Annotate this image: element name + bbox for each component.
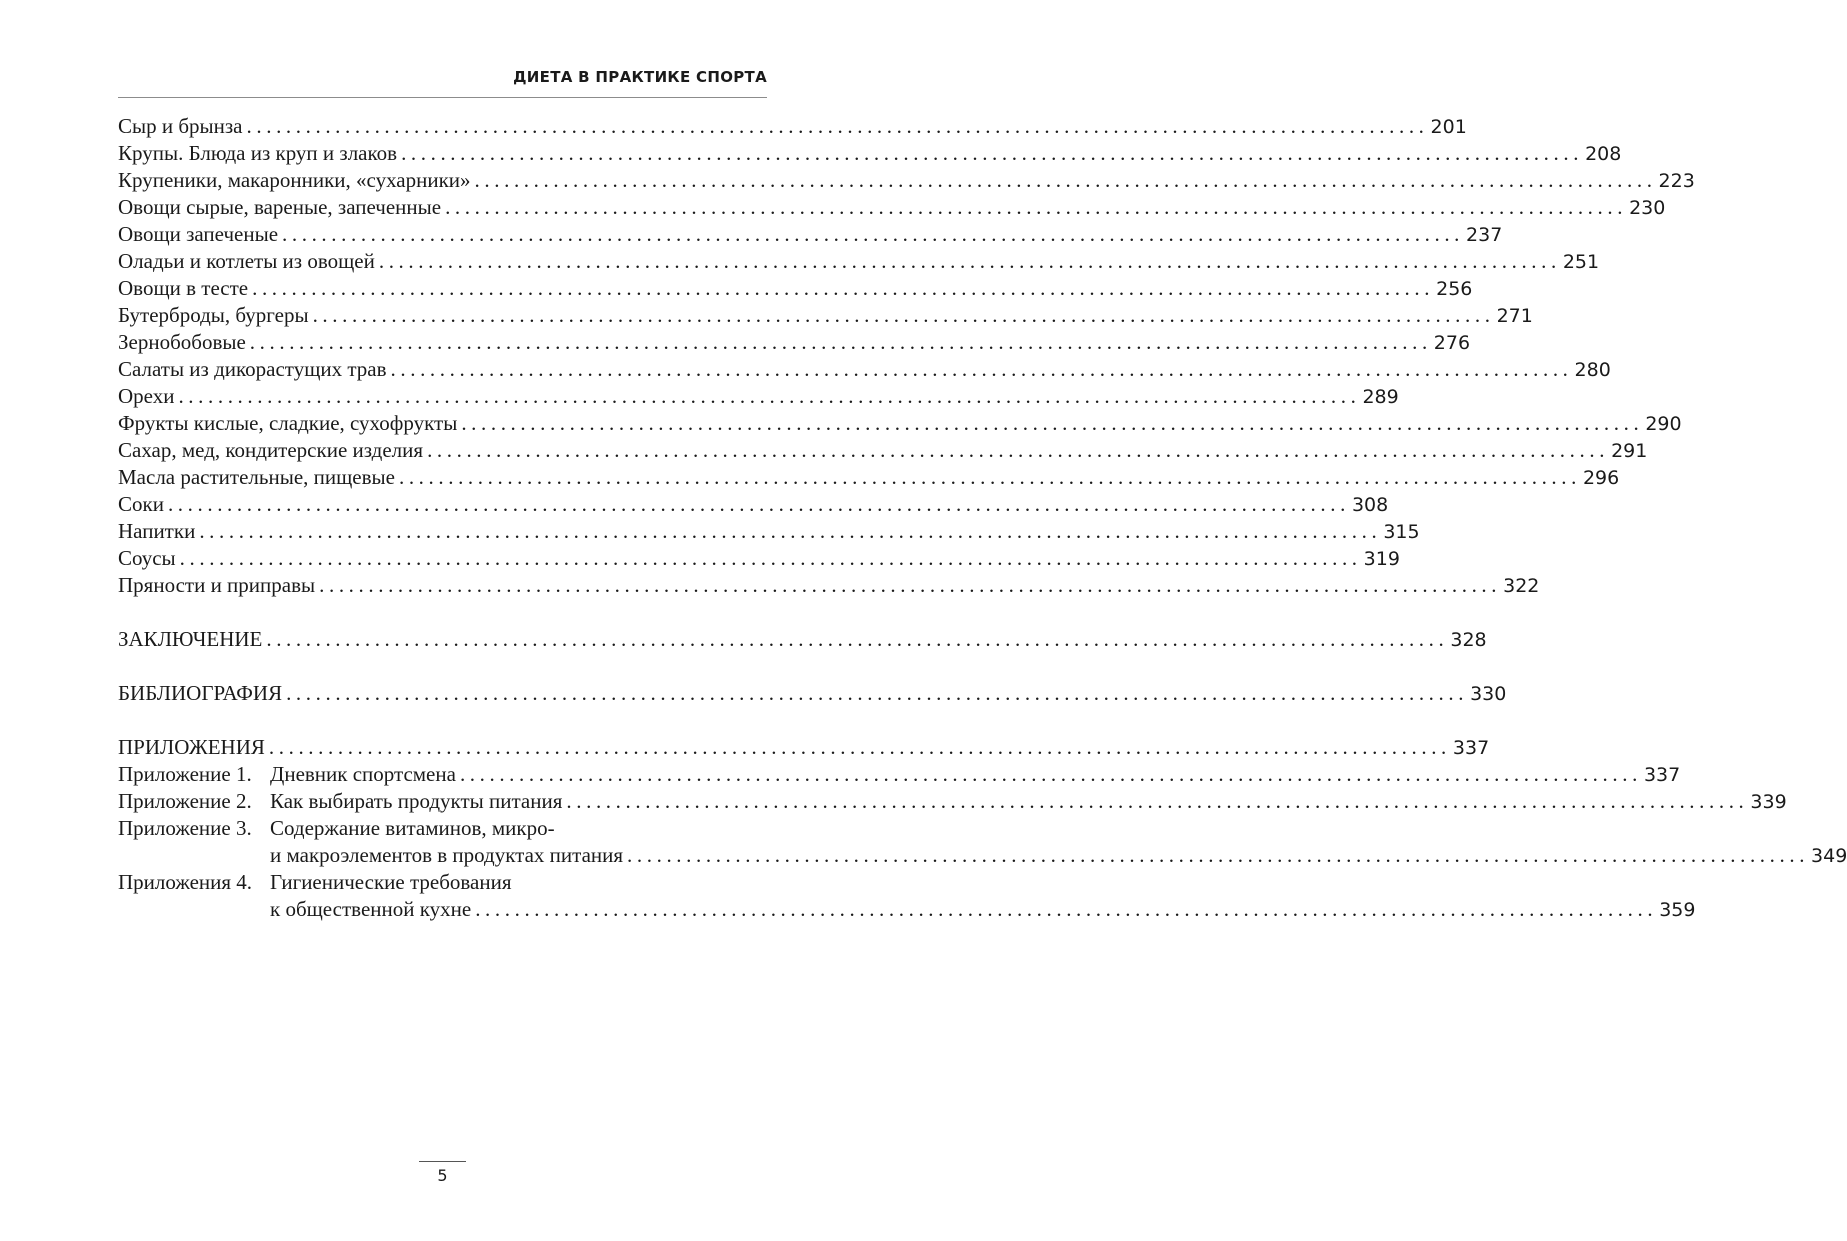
dot-leader: ........................................................................................................................ bbox=[179, 546, 1362, 570]
dot-leader: ........................................................................................................................ bbox=[627, 843, 1810, 867]
dot-leader: ........................................................................................................................ bbox=[459, 762, 1642, 786]
toc-entry-page: 280 bbox=[1574, 359, 1611, 381]
toc-entry-title-continued: к общественной кухне bbox=[270, 897, 472, 921]
toc-entry-page: 337 bbox=[1643, 764, 1681, 786]
toc-entry-appendix-3-line-2 bbox=[118, 842, 1847, 869]
toc-entry-page: 237 bbox=[1466, 224, 1503, 246]
toc-entry-page: 251 bbox=[1562, 251, 1600, 273]
toc-entry-title: Сахар, мед, кондитерские изделия bbox=[118, 438, 424, 462]
toc-entry-page: 289 bbox=[1362, 386, 1399, 408]
toc-entry-page: 201 bbox=[1430, 116, 1467, 138]
dot-leader: ........................................................................................................................ bbox=[475, 897, 1658, 921]
toc-entry bbox=[118, 572, 1540, 599]
toc-entry-page: 230 bbox=[1629, 197, 1666, 219]
toc-entry-title: Овощи запеченые bbox=[118, 222, 279, 246]
toc-entry-page: 208 bbox=[1585, 143, 1622, 165]
toc-entry bbox=[118, 221, 1503, 248]
toc-entry bbox=[118, 302, 1533, 329]
toc-entry bbox=[118, 248, 1600, 275]
toc-entry-page: 308 bbox=[1351, 494, 1389, 516]
toc-entry-title: Сыр и брынза bbox=[118, 114, 243, 138]
toc-entry bbox=[118, 464, 1620, 491]
toc-entry-title: Орехи bbox=[118, 384, 175, 408]
toc-entry-page: 359 bbox=[1659, 899, 1696, 921]
toc-entry-title: Дневник спортсмена bbox=[270, 762, 456, 786]
toc-entry bbox=[118, 410, 1682, 437]
dot-leader: ........................................................................................................................ bbox=[246, 114, 1429, 138]
toc-entry bbox=[118, 275, 1473, 302]
dot-leader: ........................................................................................................................ bbox=[401, 141, 1584, 165]
toc-entry-page: 271 bbox=[1496, 305, 1533, 327]
toc-entry-appendix-2 bbox=[118, 788, 1787, 815]
dot-leader: ........................................................................................................................ bbox=[319, 573, 1502, 597]
running-title: ДИЕТА В ПРАКТИКЕ СПОРТА bbox=[513, 68, 767, 86]
dot-leader: ........................................................................................................................ bbox=[178, 384, 1361, 408]
toc-entry bbox=[118, 383, 1399, 410]
toc-entry bbox=[118, 356, 1611, 383]
toc-entry-title: Овощи сырые, вареные, запеченные bbox=[118, 195, 442, 219]
toc-entry-appendices bbox=[118, 734, 1490, 761]
toc-entry-bibliography bbox=[118, 680, 1507, 707]
toc-entry-appendix-4-line-1 bbox=[118, 869, 762, 896]
toc-entry-title: Содержание витаминов, микро- bbox=[270, 816, 555, 840]
toc-entry bbox=[118, 140, 1622, 167]
appendix-prefix: Приложение 2. bbox=[118, 789, 252, 813]
toc-entry bbox=[118, 329, 1471, 356]
toc-entry-title: ПРИЛОЖЕНИЯ bbox=[118, 735, 265, 759]
appendix-prefix: Приложение 3. bbox=[118, 816, 252, 840]
toc-entry-title: Оладьи и котлеты из овощей bbox=[118, 249, 375, 273]
dot-leader: ........................................................................................................................ bbox=[427, 438, 1610, 462]
dot-leader: ........................................................................................................................ bbox=[445, 195, 1628, 219]
toc-entry-page: 319 bbox=[1363, 548, 1400, 570]
toc-entry-title: Овощи в тесте bbox=[118, 276, 249, 300]
toc-entry-appendix-1 bbox=[118, 761, 1681, 788]
dot-leader: ........................................................................................................................ bbox=[378, 249, 1561, 273]
toc-entry-title: Соки bbox=[118, 492, 164, 516]
toc-entry-title: Крупеники, макаронники, «сухарники» bbox=[118, 168, 471, 192]
dot-leader: ........................................................................................................................ bbox=[474, 168, 1657, 192]
toc-entry-page: 290 bbox=[1645, 413, 1682, 435]
toc-entry-page: 337 bbox=[1452, 737, 1490, 759]
toc-entry-page: 296 bbox=[1582, 467, 1620, 489]
toc-entry-page: 276 bbox=[1433, 332, 1471, 354]
toc-entry-title: БИБЛИОГРАФИЯ bbox=[118, 681, 283, 705]
toc-entry-title: Зернобобовые bbox=[118, 330, 246, 354]
header-divider bbox=[118, 97, 767, 98]
dot-leader: ........................................................................................................................ bbox=[398, 465, 1581, 489]
toc-entry-page: 291 bbox=[1611, 440, 1648, 462]
toc-entry bbox=[118, 545, 1400, 572]
toc-entry-page: 330 bbox=[1470, 683, 1507, 705]
dot-leader: ........................................................................................................................ bbox=[461, 411, 1644, 435]
toc-entry-title: ЗАКЛЮЧЕНИЕ bbox=[118, 627, 263, 651]
toc-entry-appendix-4-line-2 bbox=[118, 896, 1696, 923]
toc-entry-title: Масла растительные, пищевые bbox=[118, 465, 395, 489]
dot-leader: ........................................................................................................................ bbox=[249, 330, 1432, 354]
dot-leader: ........................................................................................................................ bbox=[167, 492, 1350, 516]
toc-entry-page: 339 bbox=[1750, 791, 1787, 813]
dot-leader: ........................................................................................................................ bbox=[566, 789, 1749, 813]
toc-entry-appendix-3-line-1 bbox=[118, 815, 762, 842]
toc-entry-page: 315 bbox=[1383, 521, 1420, 543]
toc-entry bbox=[118, 518, 1420, 545]
toc-entry-title: Как выбирать продукты питания bbox=[270, 789, 563, 813]
toc-section-list bbox=[118, 113, 1695, 599]
toc-entry-title: Салаты из дикорастущих трав bbox=[118, 357, 387, 381]
footer-divider bbox=[419, 1161, 466, 1162]
toc-entry bbox=[118, 437, 1648, 464]
toc-entry-title: Пряности и приправы bbox=[118, 573, 316, 597]
toc-entry-page: 322 bbox=[1503, 575, 1540, 597]
table-of-contents bbox=[118, 113, 1847, 923]
dot-leader: ........................................................................................................................ bbox=[286, 681, 1469, 705]
toc-entry-title: Соусы bbox=[118, 546, 176, 570]
dot-leader: ........................................................................................................................ bbox=[199, 519, 1382, 543]
toc-entry-title: Бутерброды, бургеры bbox=[118, 303, 309, 327]
appendix-prefix: Приложения 4. bbox=[118, 870, 253, 894]
toc-entry-title: Гигиенические требования bbox=[270, 870, 512, 894]
dot-leader: ........................................................................................................................ bbox=[268, 735, 1451, 759]
dot-leader: ........................................................................................................................ bbox=[282, 222, 1465, 246]
dot-leader: ........................................................................................................................ bbox=[266, 627, 1449, 651]
toc-entry-page: 256 bbox=[1436, 278, 1473, 300]
toc-entry bbox=[118, 167, 1695, 194]
toc-entry bbox=[118, 491, 1389, 518]
toc-entry bbox=[118, 113, 1467, 140]
toc-entry-title: Фрукты кислые, сладкие, сухофрукты bbox=[118, 411, 458, 435]
toc-entry-title-continued: и макроэлементов в продуктах питания bbox=[270, 843, 624, 867]
toc-entry-page: 328 bbox=[1450, 629, 1487, 651]
toc-entry bbox=[118, 194, 1666, 221]
toc-entry-title: Напитки bbox=[118, 519, 196, 543]
appendix-prefix: Приложение 1. bbox=[118, 762, 252, 786]
toc-entry-title: Крупы. Блюда из круп и злаков bbox=[118, 141, 398, 165]
dot-leader: ........................................................................................................................ bbox=[390, 357, 1573, 381]
dot-leader: ........................................................................................................................ bbox=[252, 276, 1435, 300]
toc-entry-page: 349 bbox=[1811, 845, 1847, 867]
toc-entry-conclusion bbox=[118, 626, 1487, 653]
toc-entry-page: 223 bbox=[1658, 170, 1695, 192]
dot-leader: ........................................................................................................................ bbox=[312, 303, 1495, 327]
page-number: 5 bbox=[437, 1166, 448, 1185]
